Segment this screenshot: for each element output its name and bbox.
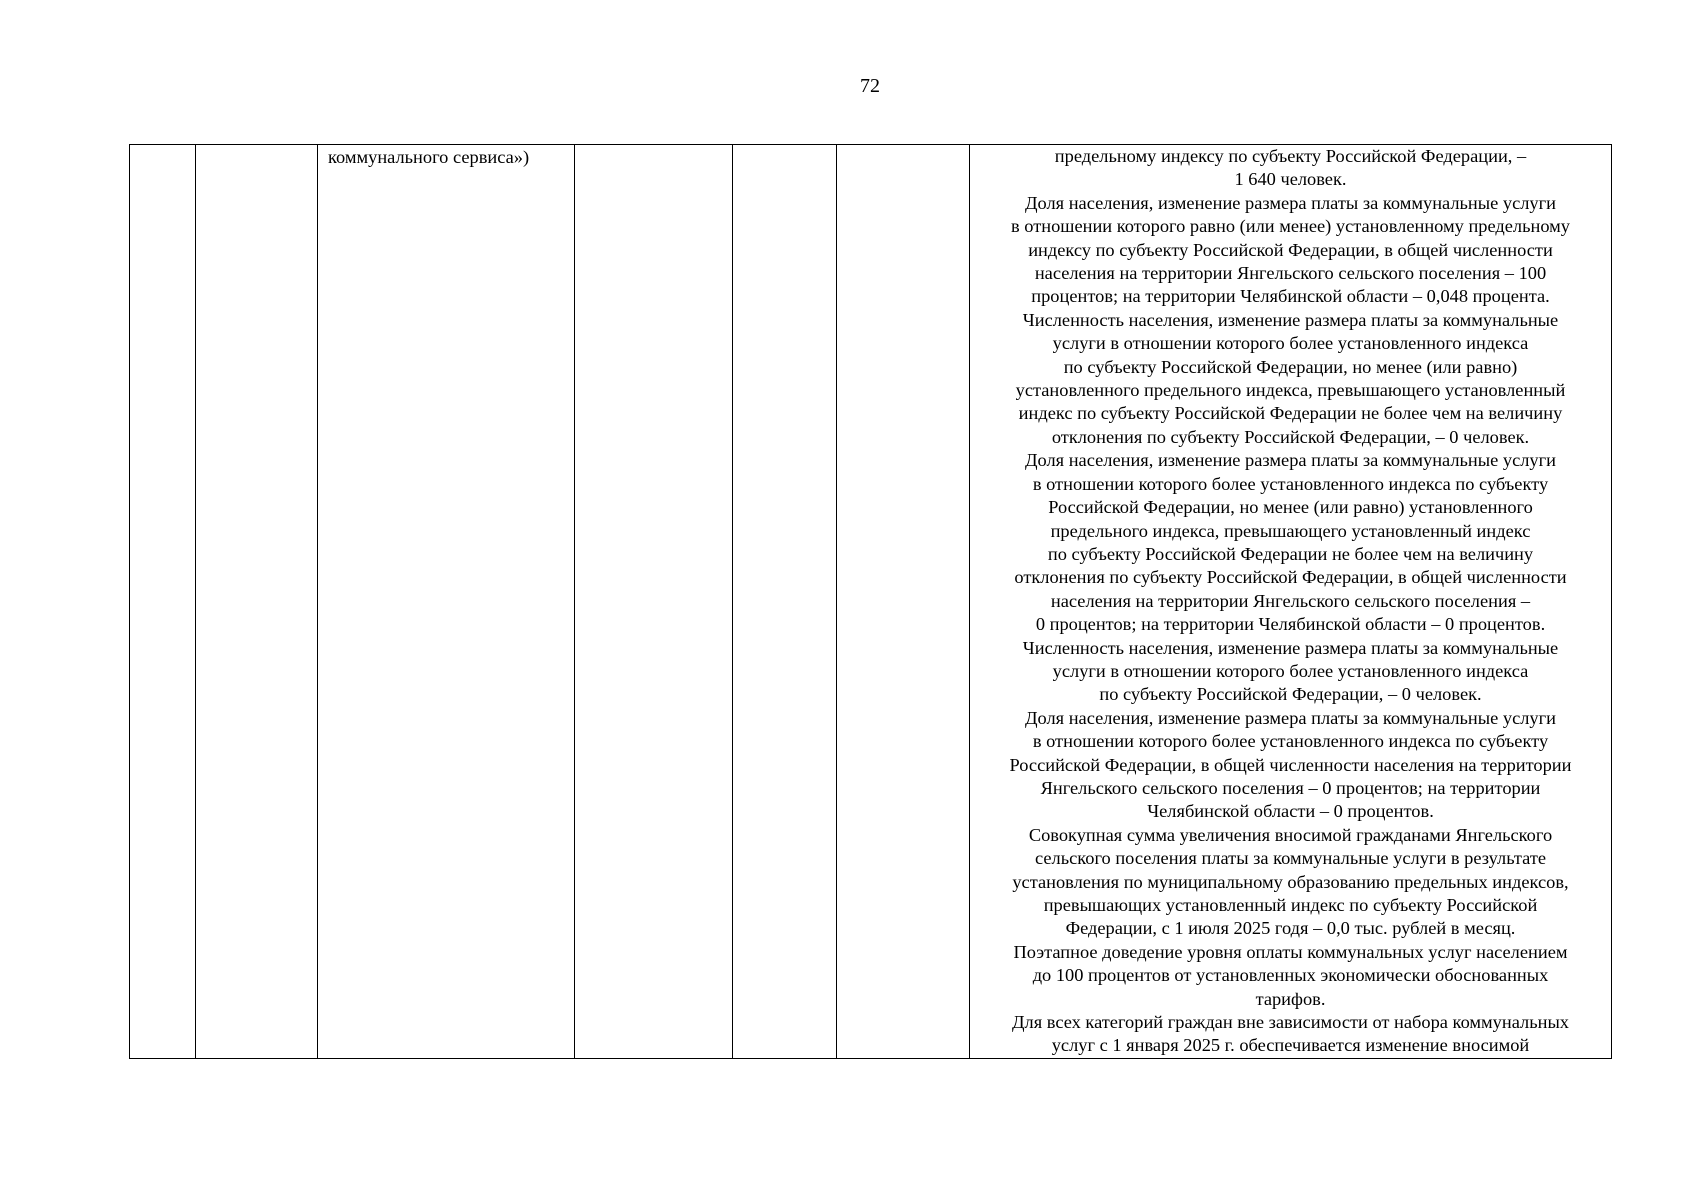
- cell-text-col7: [976, 145, 1605, 1058]
- text-line: населения на территории Янгельского сельского поселения – 100: [1034, 263, 1547, 284]
- text-line: установленного предельного индекса, превышающего установленный: [1015, 380, 1566, 401]
- text-line: в отношении которого равно (или менее) установленному предельному: [1010, 216, 1571, 237]
- table-row: [130, 145, 1612, 1059]
- text-line: тарифов.: [1255, 988, 1326, 1009]
- text-line: до 100 процентов от установленных экономически обоснованных: [1032, 965, 1549, 986]
- text-line: в отношении которого более установленного индекса по субъекту: [1032, 473, 1549, 494]
- text-line: 1 640 человек.: [1234, 169, 1347, 190]
- table-cell-col3: [318, 145, 575, 1059]
- text-line: сельского поселения платы за коммунальные услуги в результате: [1034, 848, 1547, 869]
- table-cell-col6: [837, 145, 970, 1059]
- text-line: Челябинской области – 0 процентов.: [1147, 801, 1434, 822]
- text-line: услуги в отношении которого более установленного индекса: [1052, 660, 1529, 681]
- text-line: в отношении которого более установленного индекса по субъекту: [1032, 731, 1549, 752]
- text-line: Доля населения, изменение размера платы за коммунальные услуги: [1024, 707, 1557, 728]
- table-cell-col2: [196, 145, 318, 1059]
- text-line: по субъекту Российской Федерации не более чем на величину: [1047, 543, 1534, 564]
- text-line: услуг с 1 января 2025 г. обеспечивается изменение вносимой: [1051, 1035, 1530, 1056]
- text-line: отклонения по субъекту Российской Федерации, в общей численности: [1014, 567, 1567, 588]
- text-line: превышающих установленный индекс по субъекту Российской: [1043, 895, 1538, 915]
- text-line: процентов; на территории Челябинской области – 0,048 процента.: [1031, 286, 1550, 307]
- text-line: Янгельского сельского поселения – 0 процентов; на территории: [1040, 777, 1541, 798]
- text-line: Российской Федерации, в общей численности населения на территории: [1009, 754, 1572, 775]
- page-number: 72: [860, 75, 880, 97]
- text-line: 0 процентов; на территории Челябинской области – 0 процентов.: [1035, 614, 1546, 635]
- text-line: Доля населения, изменение размера платы за коммунальные услуги: [1024, 450, 1557, 471]
- text-line: индекс по субъекту Российской Федерации не более чем на величину: [1018, 403, 1563, 424]
- document-table: [129, 144, 1612, 1059]
- text-line: отклонения по субъекту Российской Федерации, – 0 человек.: [1051, 426, 1530, 447]
- text-line: Федерации, с 1 июля 2025 годя – 0,0 тыс. рублей в месяц.: [1065, 918, 1516, 939]
- table-cell-col7: [970, 145, 1612, 1059]
- text-line: Для всех категорий граждан вне зависимости от набора коммунальных: [1011, 1012, 1570, 1033]
- text-line: по субъекту Российской Федерации, но менее (или равно): [1063, 356, 1518, 377]
- text-line: предельному индексу по субъекту Российской Федерации, –: [1054, 146, 1527, 166]
- cell-text-col3: коммунального сервиса»): [328, 147, 530, 167]
- text-line: услуги в отношении которого более установленного индекса: [1052, 333, 1529, 354]
- text-line: установления по муниципальному образованию предельных индексов,: [1012, 871, 1569, 892]
- text-line: Поэтапное доведение уровня оплаты коммунальных услуг населением: [1013, 941, 1568, 962]
- text-line: Численность населения, изменение размера платы за коммунальные: [1022, 637, 1559, 658]
- text-line: по субъекту Российской Федерации, – 0 человек.: [1099, 684, 1482, 705]
- text-line: населения на территории Янгельского сельского поселения –: [1050, 590, 1531, 611]
- text-line: предельного индекса, превышающего установленный индекс: [1050, 520, 1531, 541]
- text-line: Доля населения, изменение размера платы за коммунальные услуги: [1024, 192, 1557, 213]
- table-cell-col5: [733, 145, 837, 1059]
- text-line: Численность населения, изменение размера платы за коммунальные: [1022, 309, 1559, 330]
- text-line: индексу по субъекту Российской Федерации, в общей численности: [1028, 239, 1553, 260]
- text-line: Российской Федерации, но менее (или равно) установленного: [1048, 497, 1533, 518]
- text-line: Совокупная сумма увеличения вносимой гражданами Янгельского: [1028, 824, 1553, 845]
- table-cell-col1: [130, 145, 196, 1059]
- table-cell-col4: [575, 145, 733, 1059]
